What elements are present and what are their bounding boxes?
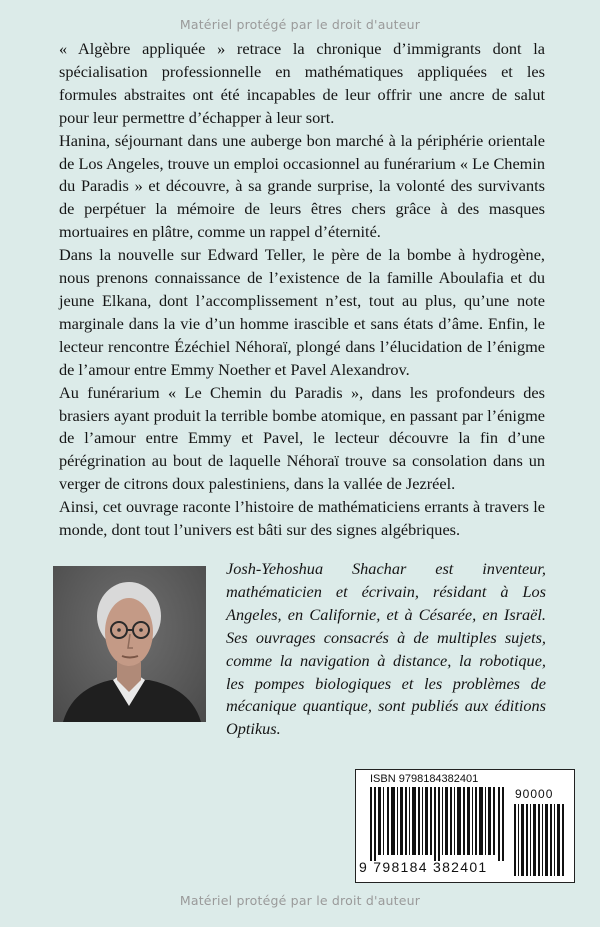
summary-paragraph: Au funérarium « Le Chemin du Paradis », dans les profondeurs des brasiers ayant produit la terrible bombe atomique, en passant par l’énigme de l’amour entre Emmy et Pavel, le lecteur découvre la fin d’une pérégrination au bout de laquelle Néhoraï trouve sa consolation dans un verger de citrons doux palestiniens, dans la vallée de Jezréel. [59,382,545,494]
summary-paragraph: « Algèbre appliquée » retrace la chronique d’immigrants dont la spécialisation professionnelle en mathématiques appliquées et les formules abstraites ont été incapables de leur offrir une ancre de salut pour leur permettre d’échapper à leur sort. [59,39,545,127]
copyright-watermark-top: Matériel protégé par le droit d'auteur [179,17,421,32]
copyright-watermark-bottom: Matériel protégé par le droit d'auteur [179,893,421,908]
summary-paragraph: Dans la nouvelle sur Edward Teller, le père de la bombe à hydrogène, nous prenons connaissance de l’existence de la famille Aboulafia et du jeune Elkana, dont l’accomplissement n’est, tout au plus, qu’une note marginale dans la vie d’un homme irascible et sans états d’âme. Enfin, le lecteur rencontre Ézéchiel Néhoraï, plongé dans l’élucidation de l’énigme de l’amour entre Emmy Noether et Pavel Alexandrov. [59,245,545,379]
isbn-barcode [355,769,575,883]
isbn-digits: 9 798184 382401 [359,859,488,875]
author-photo [53,566,206,722]
summary-paragraph: Hanina, séjournant dans une auberge bon marché à la périphérie orientale de Los Angeles, trouve un emploi occasionnel au funérarium « Le Chemin du Paradis » et découvre, à sa grande surprise, la volonté des survivants de perpétuer la mémoire de leurs êtres chers grâce à des masques mortuaires en plâtre, comme un rappel d’éternité. [59,130,545,242]
barcode-price-code: 90000 [515,787,554,801]
author-bio: Josh-Yehoshua Shachar est inventeur, mathématicien et écrivain, résidant à Los Angeles, en Californie, et à Césarée, en Israël. Ses ouvrages consacrés à de multiples sujets, comme la navigation à distance, la robotique, les pompes biologiques et les problèmes de mécanique quantique, sont publiés aux éditions Optikus. [226,559,546,739]
summary-paragraph: Ainsi, cet ouvrage raconte l’histoire de mathématiciens errants à travers le monde, dont tout l’univers est bâti sur des signes algébriques. [59,497,545,540]
isbn-label: ISBN 9798184382401 [370,773,479,785]
back-cover-summary [59,38,545,542]
